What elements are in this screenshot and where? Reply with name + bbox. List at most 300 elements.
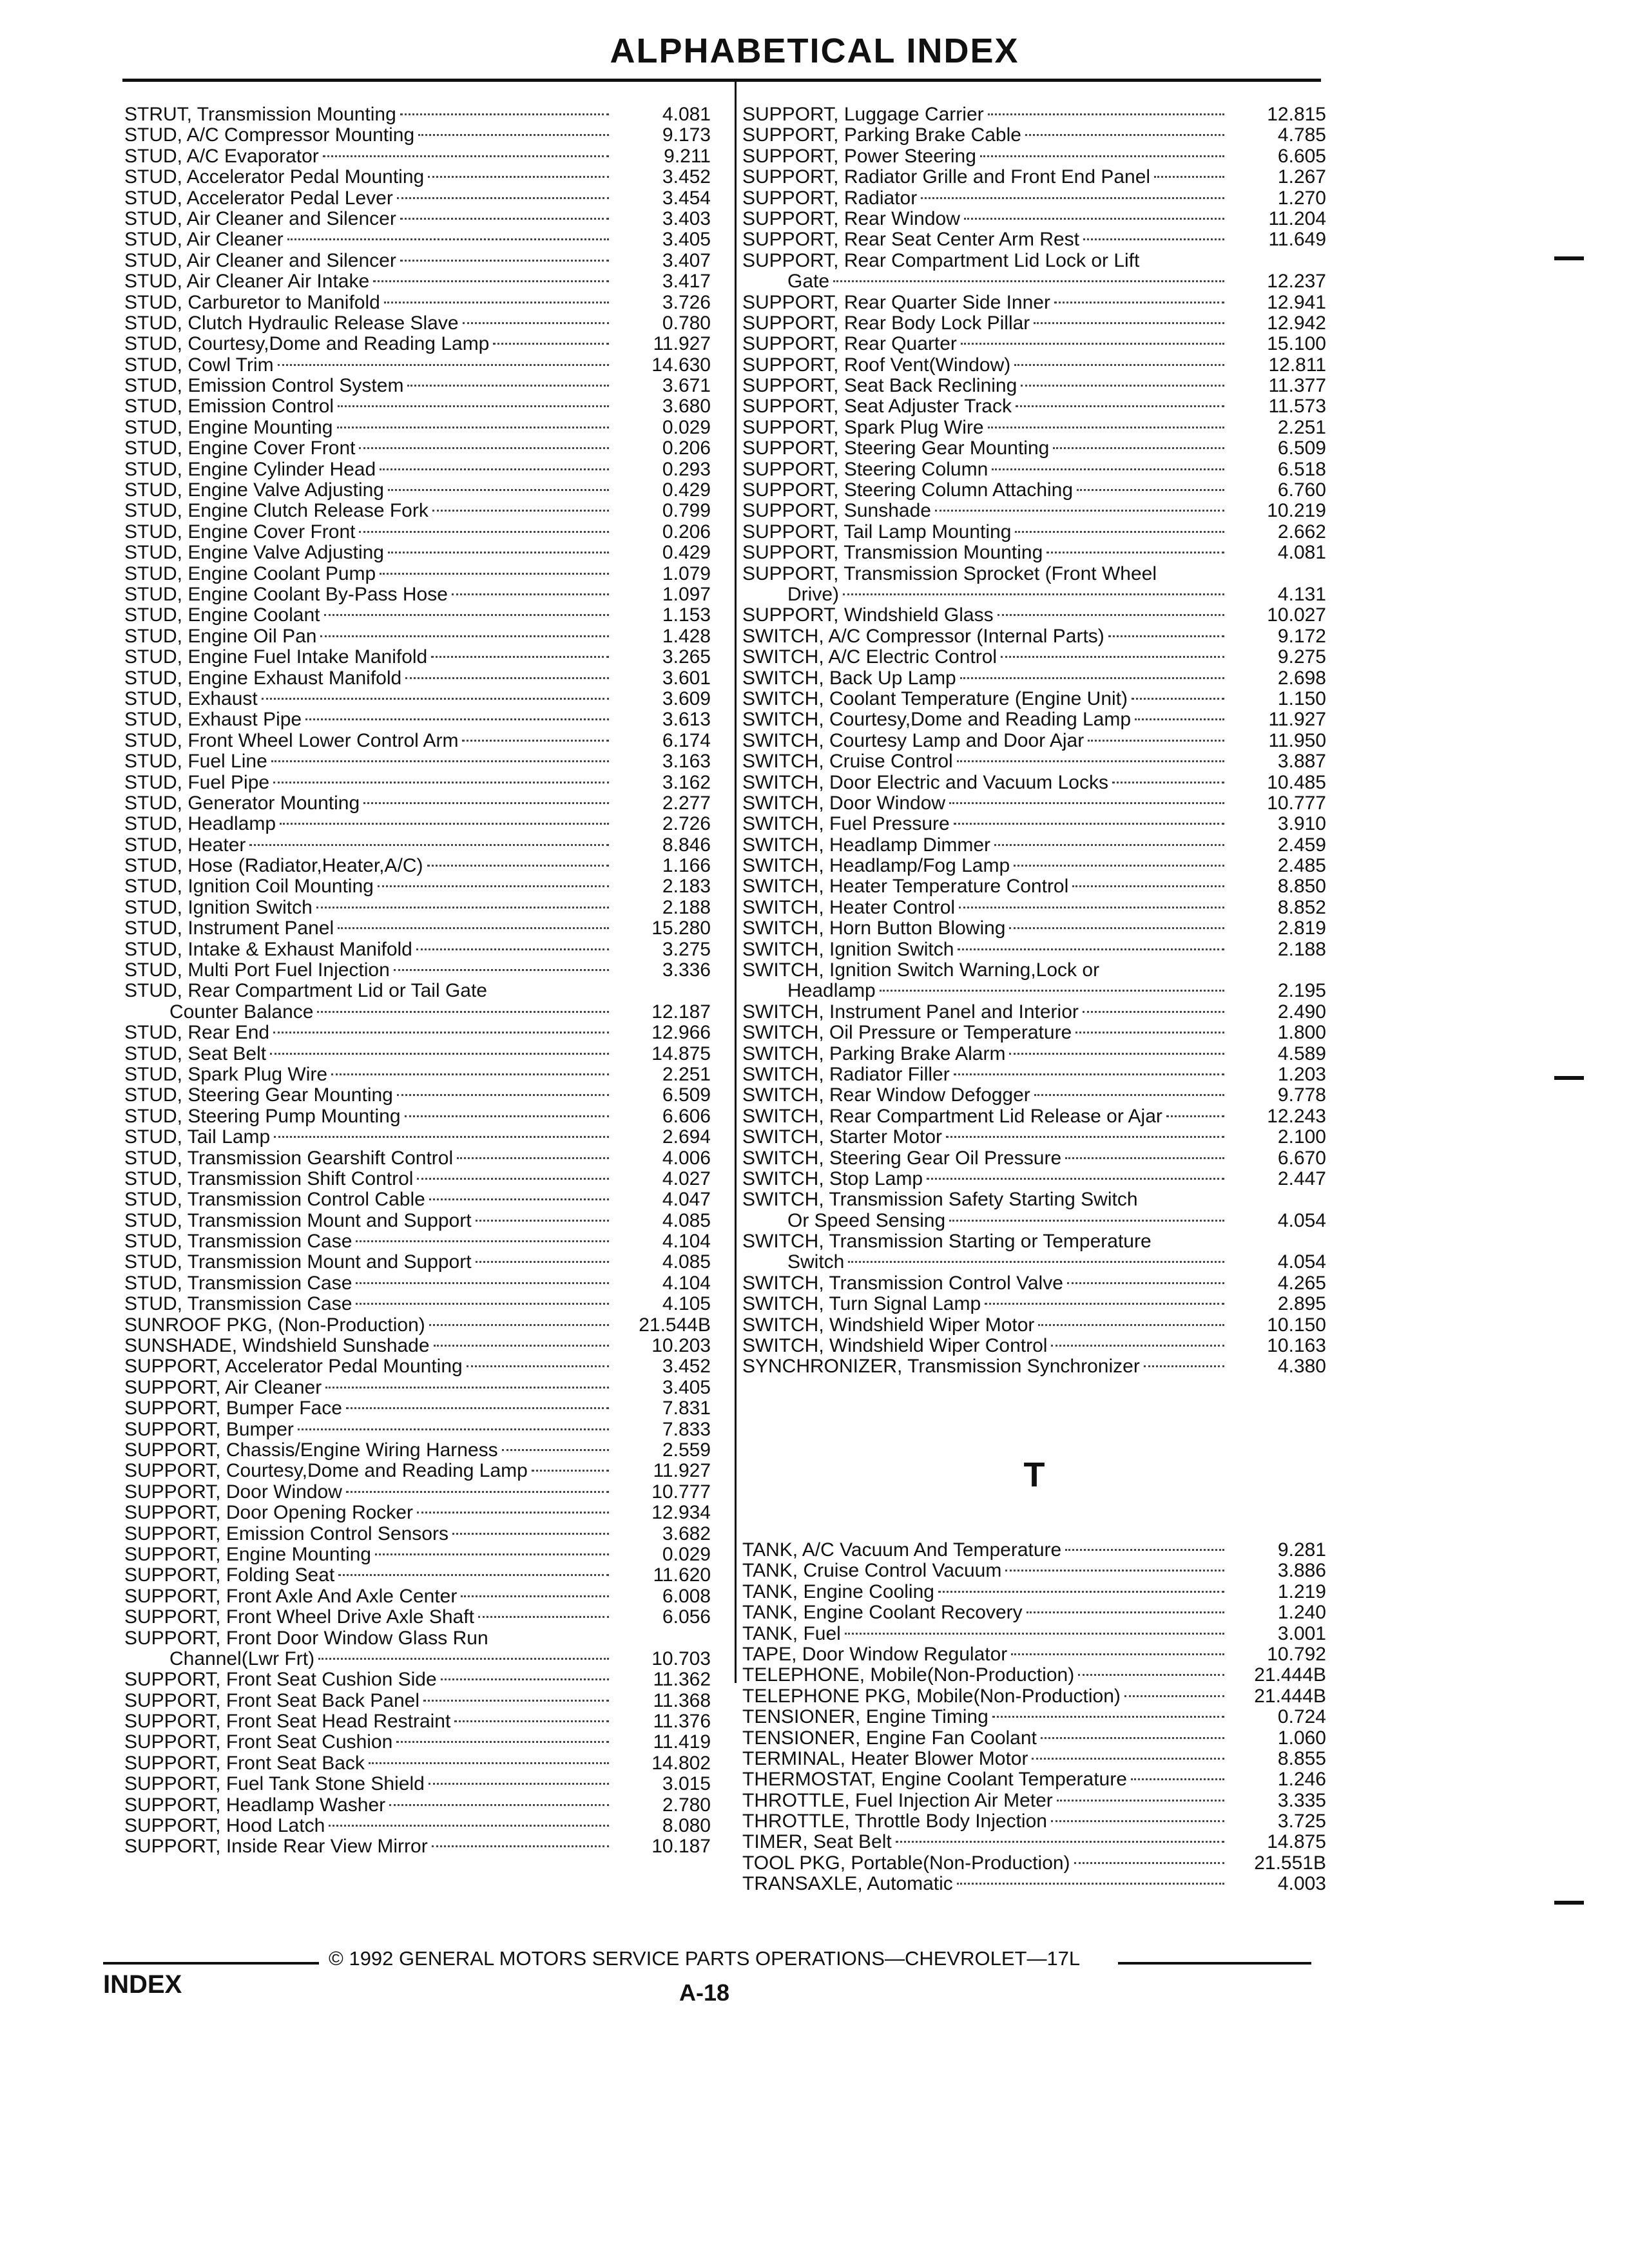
index-entry — [124, 960, 711, 981]
entry-text: STUD, Ignition Coil Mounting — [124, 876, 374, 898]
entry-page-ref: 10.792 — [1267, 1644, 1326, 1665]
index-entry — [124, 1440, 711, 1461]
dot-leader — [1034, 322, 1224, 324]
index-entry — [742, 814, 1326, 834]
index-entry — [742, 1106, 1326, 1127]
index-entry — [124, 188, 711, 209]
index-entry — [742, 1085, 1326, 1106]
index-entry — [742, 1064, 1326, 1085]
index-entry — [742, 376, 1326, 396]
entry-page-ref: 11.368 — [653, 1690, 711, 1711]
dot-leader — [1053, 447, 1224, 449]
entry-page-ref: 3.001 — [1277, 1623, 1326, 1644]
index-entry — [742, 1728, 1326, 1749]
entry-text: SUPPORT, Seat Adjuster Track — [742, 396, 1012, 418]
column-divider — [735, 79, 737, 1683]
index-entry — [124, 438, 711, 459]
index-entry — [742, 1874, 1326, 1894]
entry-text: SWITCH, Parking Brake Alarm — [742, 1043, 1006, 1064]
dot-leader — [405, 677, 609, 679]
index-entry — [124, 856, 711, 876]
entry-text: SUPPORT, Front Seat Back — [124, 1753, 365, 1774]
dot-leader — [980, 155, 1224, 157]
dot-leader — [880, 990, 1224, 992]
entry-text: STUD, Clutch Hydraulic Release Slave — [124, 312, 459, 334]
dot-leader — [476, 1261, 609, 1263]
index-entry — [742, 229, 1326, 250]
entry-page-ref: 10.777 — [1267, 793, 1326, 814]
index-entry — [124, 939, 711, 960]
entry-page-ref: 6.509 — [1277, 438, 1326, 459]
dot-leader — [954, 823, 1224, 825]
entry-text: TOOL PKG, Portable(Non-Production) — [742, 1852, 1070, 1874]
entry-page-ref: 2.188 — [1277, 939, 1326, 960]
entry-page-ref: 6.760 — [1277, 480, 1326, 501]
entry-text: TANK, Cruise Control Vacuum — [742, 1561, 1002, 1582]
dot-leader — [270, 1053, 609, 1055]
index-entry — [742, 1832, 1326, 1852]
dot-leader — [1016, 405, 1224, 407]
entry-page-ref: 12.237 — [1267, 271, 1326, 293]
entry-page-ref: 6.670 — [1277, 1148, 1326, 1169]
index-entry — [742, 1002, 1326, 1023]
dot-leader — [338, 405, 609, 407]
entry-text: STUD, Headlamp — [124, 814, 276, 835]
entry-text: SUPPORT, Emission Control Sensors — [124, 1523, 448, 1544]
index-entry — [742, 876, 1326, 897]
entry-text: STUD, Engine Valve Adjusting — [124, 543, 384, 564]
index-entry — [742, 1811, 1326, 1832]
index-entry — [124, 668, 711, 689]
index-entry — [742, 605, 1326, 626]
dot-leader — [1001, 656, 1224, 658]
entry-text: SWITCH, Steering Gear Oil Pressure — [742, 1148, 1062, 1169]
entry-text: TENSIONER, Engine Fan Coolant — [742, 1727, 1037, 1749]
index-entry — [124, 1231, 711, 1252]
entry-page-ref: 3.887 — [1277, 751, 1326, 773]
dot-leader — [1083, 1011, 1224, 1013]
dot-leader — [325, 1387, 609, 1389]
dot-leader — [994, 844, 1224, 846]
dot-leader — [1051, 1345, 1224, 1347]
index-entry — [124, 543, 711, 563]
entry-text: SWITCH, Door Electric and Vacuum Locks — [742, 772, 1108, 793]
entry-page-ref: 10.703 — [651, 1648, 711, 1669]
entry-text: SUPPORT, Radiator — [742, 187, 918, 209]
entry-text: STUD, Multi Port Fuel Injection — [124, 960, 390, 981]
entry-text: STUD, Spark Plug Wire — [124, 1064, 328, 1085]
entry-text: SUPPORT, Steering Gear Mounting — [742, 438, 1050, 459]
entry-text: STUD, Engine Oil Pan — [124, 626, 317, 647]
index-entry — [124, 334, 711, 354]
dot-leader — [429, 1783, 609, 1785]
dot-leader — [338, 1574, 609, 1576]
dot-leader — [1074, 1862, 1224, 1864]
entry-page-ref: 6.605 — [1277, 146, 1326, 167]
entry-page-ref: 2.485 — [1277, 856, 1326, 877]
entry-page-ref: 4.006 — [662, 1148, 711, 1169]
index-entry — [124, 1252, 711, 1273]
dot-leader — [273, 1032, 609, 1033]
entry-text: STUD, Hose (Radiator,Heater,A/C) — [124, 856, 423, 877]
dot-leader — [949, 1220, 1224, 1222]
entry-page-ref: 9.281 — [1277, 1540, 1326, 1561]
index-entry — [124, 1753, 711, 1774]
entry-page-ref: 4.265 — [1277, 1273, 1326, 1294]
entry-page-ref: 14.875 — [1267, 1832, 1326, 1853]
entry-text: SWITCH, Headlamp/Fog Lamp — [742, 856, 1010, 877]
dot-leader — [1124, 1695, 1224, 1697]
index-entry — [124, 1211, 711, 1231]
index-entry — [742, 125, 1326, 146]
entry-page-ref: 1.246 — [1277, 1769, 1326, 1791]
dot-leader — [1112, 782, 1224, 783]
entry-text-continued: Channel(Lwr Frt) — [169, 1648, 315, 1669]
footer-rule — [1118, 1962, 1311, 1965]
dot-leader — [985, 1303, 1224, 1305]
entry-page-ref: 2.183 — [662, 876, 711, 898]
dot-leader — [359, 447, 609, 449]
entry-page-ref: 1.267 — [1277, 167, 1326, 188]
dot-leader — [396, 1741, 609, 1743]
entry-text: SWITCH, Heater Control — [742, 897, 956, 918]
index-entry — [124, 1461, 711, 1481]
index-entry — [124, 522, 711, 543]
index-entry — [742, 1336, 1326, 1356]
entry-page-ref: 3.405 — [662, 229, 711, 251]
entry-page-ref: 2.780 — [662, 1794, 711, 1816]
entry-page-ref: 3.609 — [662, 688, 711, 709]
entry-page-ref: 12.941 — [1267, 292, 1326, 313]
entry-page-ref: 4.589 — [1277, 1043, 1326, 1064]
entry-text: SWITCH, Radiator Filler — [742, 1064, 950, 1085]
entry-page-ref: 21.444B — [1254, 1686, 1326, 1707]
entry-text: STUD, Fuel Line — [124, 751, 267, 773]
entry-page-ref: 6.606 — [662, 1106, 711, 1127]
entry-page-ref: 3.454 — [662, 187, 711, 209]
entry-text: TANK, A/C Vacuum And Temperature — [742, 1540, 1062, 1561]
entry-text: STUD, Engine Coolant Pump — [124, 563, 376, 584]
entry-text: SWITCH, Transmission Safety Starting Switch — [742, 1189, 1138, 1211]
dot-leader — [380, 468, 609, 470]
dot-leader — [1144, 1365, 1224, 1367]
entry-page-ref: 3.162 — [662, 772, 711, 793]
index-entry — [124, 835, 711, 856]
entry-page-ref: 4.104 — [662, 1273, 711, 1294]
entry-text: SWITCH, Turn Signal Lamp — [742, 1294, 981, 1315]
entry-text: SWITCH, Windshield Wiper Control — [742, 1336, 1048, 1357]
dot-leader — [1005, 1570, 1224, 1571]
dot-leader — [262, 698, 609, 700]
index-entry — [742, 939, 1326, 960]
entry-page-ref: 1.079 — [662, 563, 711, 584]
dot-leader — [316, 907, 609, 908]
entry-text: STUD, Heater — [124, 834, 246, 856]
dot-leader — [1046, 552, 1224, 553]
entry-text: STUD, Engine Valve Adjusting — [124, 480, 384, 501]
entry-page-ref: 0.799 — [662, 501, 711, 522]
dot-leader — [346, 1491, 609, 1493]
index-entry — [124, 1106, 711, 1127]
dot-leader — [454, 1720, 609, 1722]
dot-leader — [359, 531, 609, 533]
entry-text: SWITCH, Horn Button Blowing — [742, 918, 1006, 939]
entry-page-ref: 2.895 — [1277, 1294, 1326, 1315]
dot-leader — [432, 510, 609, 512]
dot-leader — [957, 760, 1224, 762]
index-entry — [742, 1749, 1326, 1769]
dot-leader — [1057, 1800, 1224, 1802]
entry-text: STUD, Transmission Shift Control — [124, 1168, 414, 1189]
entry-page-ref: 0.293 — [662, 459, 711, 480]
index-entry — [124, 501, 711, 521]
entry-text: STUD, Air Cleaner — [124, 229, 284, 251]
entry-text-continued: Gate — [787, 271, 830, 293]
entry-text: SWITCH, Rear Window Defogger — [742, 1085, 1030, 1106]
entry-text: STUD, Engine Coolant By-Pass Hose — [124, 584, 448, 605]
dot-leader — [957, 1883, 1224, 1885]
entry-page-ref: 4.131 — [1277, 584, 1326, 605]
dot-leader — [1025, 134, 1224, 136]
entry-page-ref: 10.027 — [1267, 605, 1326, 626]
index-entry — [124, 605, 711, 626]
dot-leader — [417, 1178, 609, 1180]
dot-leader — [938, 1591, 1224, 1593]
entry-page-ref: 1.428 — [662, 626, 711, 647]
entry-text: SYNCHRONIZER, Transmission Synchronizer — [742, 1356, 1140, 1378]
index-entry — [742, 1624, 1326, 1644]
index-entry — [742, 751, 1326, 772]
entry-text: SWITCH, Headlamp Dimmer — [742, 834, 991, 856]
index-entry-continuation — [742, 271, 1326, 292]
entry-text: STUD, Instrument Panel — [124, 918, 334, 939]
index-entry — [124, 626, 711, 647]
entry-page-ref: 11.377 — [1268, 376, 1326, 397]
entry-page-ref: 1.166 — [662, 856, 711, 877]
entry-page-ref: 2.447 — [1277, 1168, 1326, 1189]
index-entry — [124, 209, 711, 229]
index-entry — [742, 522, 1326, 543]
index-entry — [742, 1273, 1326, 1294]
entry-page-ref: 1.240 — [1277, 1602, 1326, 1624]
index-entry — [742, 1686, 1326, 1707]
dot-leader — [356, 1282, 609, 1284]
entry-page-ref: 4.785 — [1277, 125, 1326, 146]
entry-page-ref: 8.846 — [662, 834, 711, 856]
index-entry — [742, 188, 1326, 209]
index-entry — [742, 1644, 1326, 1665]
entry-text: SUPPORT, Hood Latch — [124, 1816, 325, 1837]
entry-text: SWITCH, Cruise Control — [742, 751, 953, 773]
entry-text: SWITCH, Heater Temperature Control — [742, 876, 1069, 898]
dot-leader — [992, 1716, 1224, 1718]
entry-text: STUD, Accelerator Pedal Mounting — [124, 167, 425, 188]
dot-leader — [1034, 1094, 1224, 1096]
index-entry — [742, 167, 1326, 187]
entry-text: STUD, Transmission Control Cable — [124, 1189, 425, 1211]
index-entry — [124, 146, 711, 167]
dot-leader — [389, 1804, 609, 1806]
entry-page-ref: 0.029 — [662, 1544, 711, 1565]
entry-text: STUD, Air Cleaner Air Intake — [124, 271, 370, 293]
entry-page-ref: 2.694 — [662, 1127, 711, 1148]
entry-text: STUD, Courtesy,Dome and Reading Lamp — [124, 334, 490, 355]
entry-page-ref: 10.485 — [1267, 772, 1326, 793]
entry-text: SUPPORT, Transmission Mounting — [742, 543, 1043, 564]
index-entry — [742, 1540, 1326, 1561]
dot-leader — [1015, 531, 1224, 533]
dot-leader — [388, 489, 609, 491]
entry-text: SUPPORT, Front Seat Cushion Side — [124, 1669, 437, 1691]
dot-leader — [384, 302, 609, 303]
index-entry — [124, 1044, 711, 1064]
dot-leader — [958, 948, 1224, 950]
entry-page-ref: 8.850 — [1277, 876, 1326, 898]
margin-mark — [1554, 1076, 1584, 1080]
index-entry — [124, 584, 711, 605]
entry-text: STUD, Transmission Gearshift Control — [124, 1148, 454, 1169]
dot-leader — [1083, 238, 1224, 240]
index-entry — [742, 668, 1326, 689]
entry-text: STUD, Engine Cylinder Head — [124, 459, 376, 480]
entry-page-ref: 4.085 — [662, 1210, 711, 1231]
index-entry — [124, 1544, 711, 1565]
dot-leader — [845, 1633, 1224, 1635]
entry-text: SUPPORT, Front Seat Cushion — [124, 1732, 393, 1753]
dot-leader — [1041, 1737, 1224, 1739]
dot-leader — [1032, 1758, 1224, 1760]
index-entry-continuation — [742, 1252, 1326, 1273]
entry-page-ref: 9.275 — [1277, 647, 1326, 668]
dot-leader — [356, 1303, 609, 1305]
dot-leader — [271, 760, 609, 762]
index-entry — [124, 229, 711, 250]
entry-text: SWITCH, Coolant Temperature (Engine Unit) — [742, 688, 1128, 709]
index-entry — [742, 1707, 1326, 1727]
index-entry-continuation — [124, 1649, 711, 1669]
entry-page-ref: 11.950 — [1268, 730, 1326, 751]
entry-page-ref: 12.815 — [1267, 104, 1326, 125]
entry-text: STUD, Exhaust Pipe — [124, 709, 302, 731]
dot-leader — [998, 614, 1224, 616]
entry-text-continued: Switch — [787, 1252, 845, 1273]
index-entry — [124, 355, 711, 376]
entry-page-ref: 2.251 — [1277, 417, 1326, 438]
entry-text: SWITCH, Instrument Panel and Interior — [742, 1001, 1079, 1023]
index-entry — [742, 1791, 1326, 1811]
dot-leader — [363, 802, 609, 804]
index-entry — [742, 1602, 1326, 1623]
dot-leader — [434, 1345, 609, 1347]
entry-page-ref: 11.927 — [653, 1461, 711, 1482]
index-entry — [124, 251, 711, 271]
entry-text: SUPPORT, Bumper — [124, 1419, 294, 1440]
dot-leader — [1011, 1653, 1224, 1655]
index-entry — [742, 251, 1326, 271]
index-entry — [124, 104, 711, 125]
entry-text: STUD, Steering Pump Mounting — [124, 1106, 401, 1127]
dot-leader — [1072, 885, 1224, 887]
dot-leader — [1078, 1674, 1224, 1676]
entry-page-ref: 3.601 — [662, 668, 711, 689]
dot-leader — [988, 427, 1224, 428]
entry-text: SUPPORT, Courtesy,Dome and Reading Lamp — [124, 1461, 528, 1482]
entry-text: SUPPORT, Roof Vent(Window) — [742, 354, 1011, 376]
index-entry — [742, 1582, 1326, 1602]
dot-leader — [380, 573, 609, 575]
dot-leader — [478, 1616, 609, 1618]
dot-leader — [373, 280, 609, 282]
entry-text: SUPPORT, Front Seat Back Panel — [124, 1690, 419, 1711]
entry-text: STUD, Engine Exhaust Manifold — [124, 668, 402, 689]
index-entry — [124, 376, 711, 396]
index-entry — [124, 1419, 711, 1440]
dot-leader — [1166, 1115, 1224, 1117]
entry-page-ref: 21.544B — [639, 1314, 711, 1336]
entry-page-ref: 3.405 — [662, 1377, 711, 1398]
entry-page-ref: 4.085 — [662, 1252, 711, 1273]
entry-text: SWITCH, A/C Compressor (Internal Parts) — [742, 626, 1104, 647]
dot-leader — [429, 1198, 609, 1200]
index-entry — [124, 271, 711, 292]
dot-leader — [394, 969, 609, 971]
entry-text: SUPPORT, Steering Column Attaching — [742, 480, 1074, 501]
index-entry — [124, 1565, 711, 1586]
entry-page-ref: 14.630 — [651, 354, 711, 376]
index-entry — [124, 1398, 711, 1419]
entry-text: SUPPORT, Door Window — [124, 1481, 342, 1503]
entry-text: TANK, Engine Coolant Recovery — [742, 1602, 1023, 1624]
entry-text: STRUT, Transmission Mounting — [124, 104, 396, 125]
entry-text: STUD, Transmission Case — [124, 1294, 352, 1315]
entry-text: SUPPORT, Front Seat Head Restraint — [124, 1711, 451, 1733]
dot-leader — [1038, 1324, 1224, 1326]
dot-leader — [287, 238, 609, 240]
entry-text: SUPPORT, Air Cleaner — [124, 1377, 322, 1398]
dot-leader — [378, 885, 609, 887]
index-entry — [124, 898, 711, 918]
dot-leader — [1054, 302, 1224, 303]
entry-page-ref: 9.172 — [1277, 626, 1326, 647]
entry-text: SUPPORT, Folding Seat — [124, 1565, 335, 1586]
entry-page-ref: 11.927 — [653, 334, 711, 355]
index-entry — [124, 1586, 711, 1607]
dot-leader — [493, 343, 609, 345]
index-entry — [124, 459, 711, 480]
entry-page-ref: 12.187 — [651, 1001, 711, 1023]
entry-text: SWITCH, Fuel Pressure — [742, 814, 950, 835]
dot-leader — [318, 1658, 609, 1660]
entry-text: SUPPORT, Accelerator Pedal Mounting — [124, 1356, 463, 1378]
dot-leader — [502, 1449, 609, 1451]
entry-text: STUD, Accelerator Pedal Lever — [124, 187, 393, 209]
index-entry — [742, 501, 1326, 521]
index-entry — [742, 1356, 1326, 1377]
entry-page-ref: 4.104 — [662, 1231, 711, 1253]
dot-leader — [1067, 1282, 1224, 1284]
entry-page-ref: 0.206 — [662, 521, 711, 543]
entry-text: SWITCH, Transmission Starting or Temperature — [742, 1231, 1152, 1253]
entry-text: SUPPORT, Rear Body Lock Pillar — [742, 312, 1030, 334]
dot-leader — [298, 1428, 609, 1430]
index-entry — [124, 1691, 711, 1711]
dot-leader — [960, 677, 1224, 679]
entry-page-ref: 15.280 — [651, 918, 711, 939]
entry-text: TERMINAL, Heater Blower Motor — [742, 1748, 1028, 1769]
entry-text: TRANSAXLE, Automatic — [742, 1874, 953, 1895]
entry-text: STUD, A/C Compressor Mounting — [124, 125, 415, 146]
entry-text: SUPPORT, Engine Mounting — [124, 1544, 371, 1565]
